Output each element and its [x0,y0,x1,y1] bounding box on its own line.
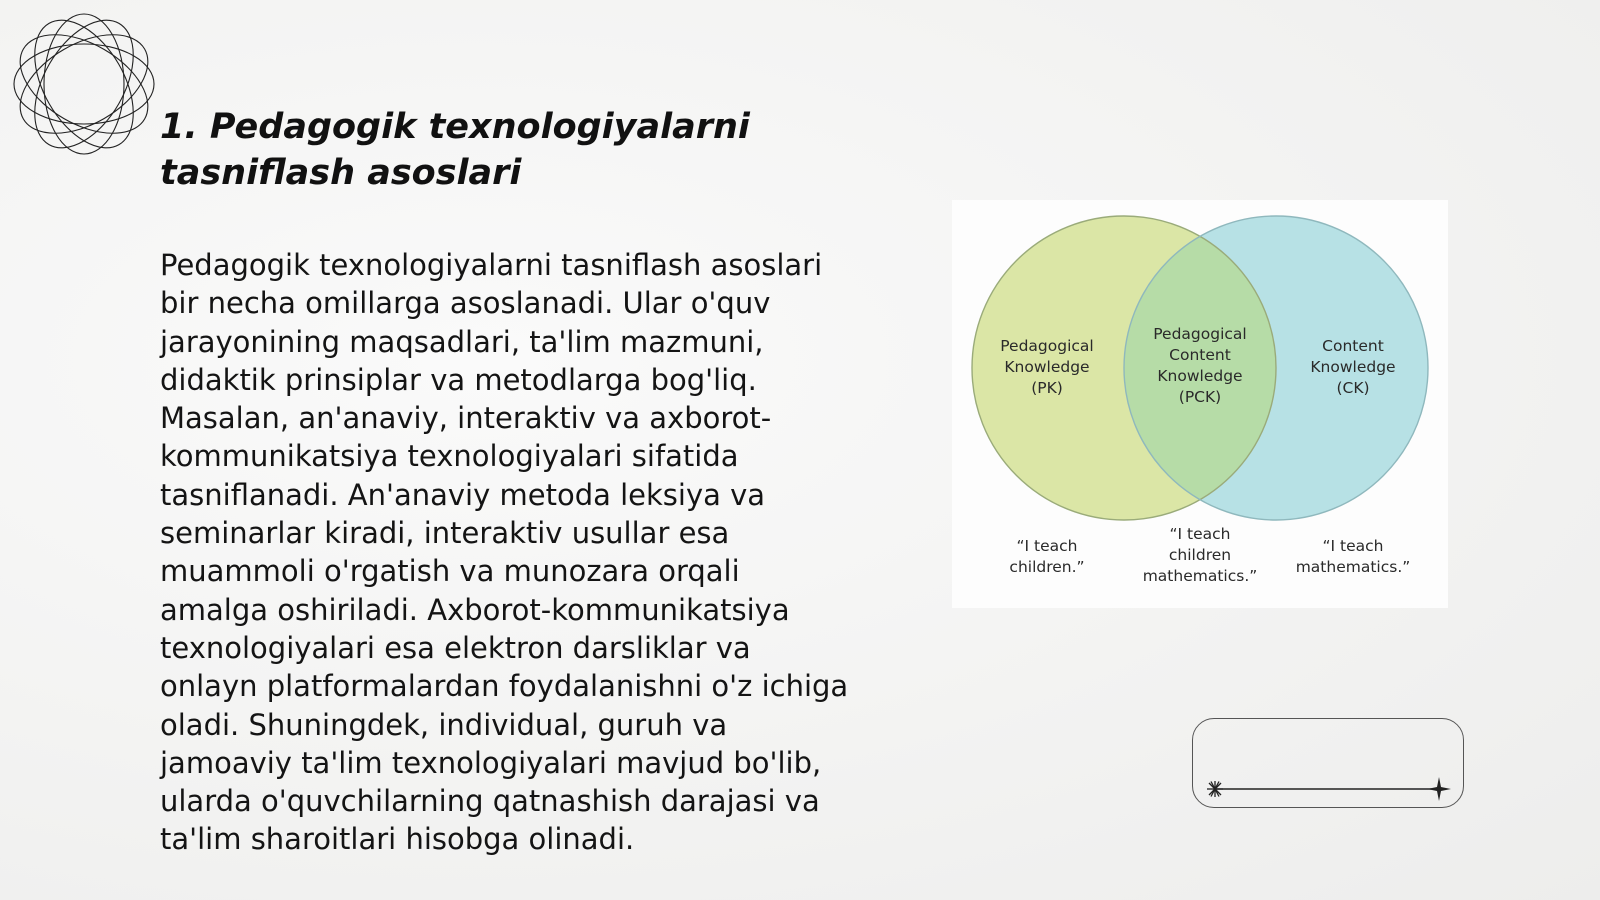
venn-caption-pk: “I teach children.” [1009,537,1085,576]
spirograph-logo-icon [10,10,158,158]
slide-title: 1. Pedagogik texnologiyalarni tasniflash asoslari [160,107,750,193]
slide-body-text: Pedagogik texnologiyalarni tasniflash asoslari bir necha omillarga asoslanadi. Ular o'quv jarayonining maqsadlari, ta'lim mazmuni, didaktik prinsiplar va metodlarga bog'liq. Masalan, an'anaviy, interaktiv va axborot-kommunikatsiya texnologiyalari sifatida tasniflanadi. An'anaviy metoda leksiya va seminarlar kiradi, interaktiv usullar esa muammoli o'rgatish va munozara orqali amalga oshiriladi. Axborot-kommunikatsiya texnologiyalari esa elektron darsliklar va onlayn platformalardan foydalanishni o'z ichiga oladi. Shuningdek, individual, guruh va jamoaviy ta'lim texnologiyalari mavjud bo'lib, ularda o'quvchilarning qatnashish darajasi va ta'lim sharoitlari hisobga olinadi. [160,248,849,857]
decorative-line-box [1192,718,1464,808]
spirograph-ring [10,14,158,153]
spirograph-ring [10,14,158,153]
spirograph-ring [14,10,153,158]
venn-label-pck: Pedagogical Content Knowledge (PCK) [1153,325,1247,406]
starburst-line-icon [1193,719,1465,809]
venn-label-ck: Content Knowledge (CK) [1310,337,1396,397]
spirograph-ring [14,10,153,158]
venn-label-pk: Pedagogical Knowledge (PK) [1000,337,1094,397]
venn-diagram [952,200,1448,608]
venn-caption-ck: “I teach mathematics.” [1295,537,1411,576]
venn-caption-pck: “I teach children mathematics.” [1142,525,1258,585]
